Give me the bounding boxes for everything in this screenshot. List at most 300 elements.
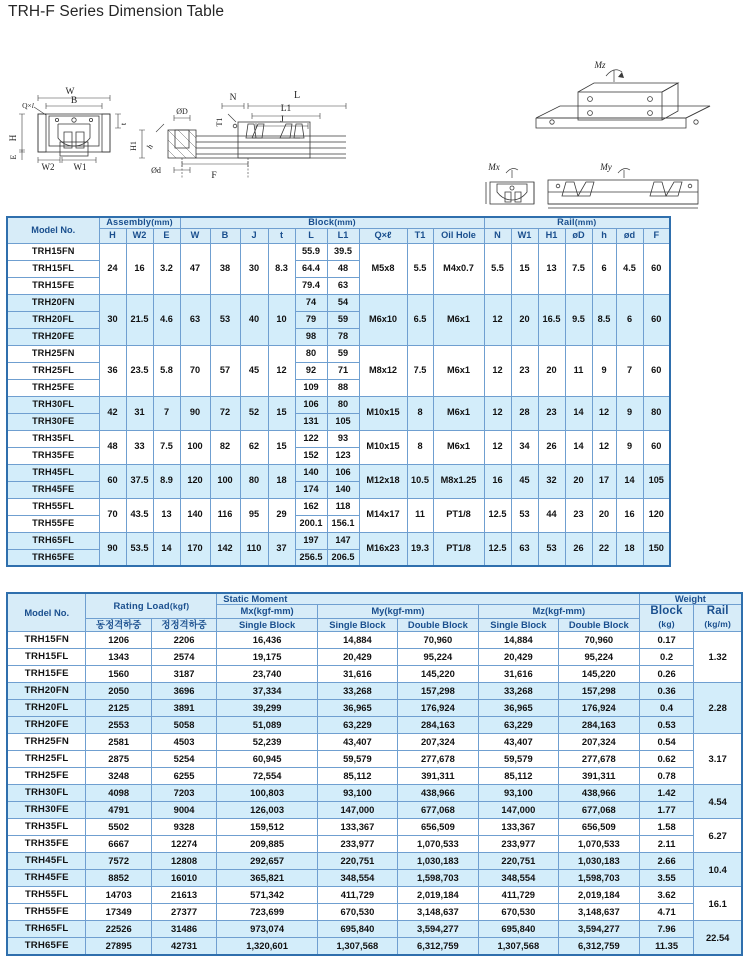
th2-mz-single: Single Block	[478, 618, 558, 632]
cell-mx-single: 209,885	[217, 836, 318, 853]
cell-l: 98	[295, 328, 327, 345]
cell-h-small: 12	[592, 430, 616, 464]
cell-t1: 19.3	[407, 532, 433, 566]
cell-w: 120	[180, 464, 210, 498]
cell-mz-double: 3,148,637	[558, 904, 639, 921]
label-My: My	[600, 162, 612, 172]
cell-dynamic-load: 4791	[86, 802, 151, 819]
cell-static-load: 4503	[151, 734, 216, 751]
cell-rail-weight: 3.17	[694, 734, 742, 785]
cell-mz-single: 20,429	[478, 649, 558, 666]
model-cell: TRH45FE	[7, 481, 99, 498]
cell-mz-double: 1,070,533	[558, 836, 639, 853]
table-row	[7, 785, 742, 802]
cell-mx-single: 723,699	[217, 904, 318, 921]
cell-h: 36	[99, 345, 126, 396]
cell-d-small: 6	[616, 294, 643, 345]
cell-b: 57	[210, 345, 240, 396]
cell-w2: 21.5	[126, 294, 153, 345]
model-cell: TRH65FL	[7, 921, 86, 938]
table-row	[7, 717, 742, 734]
cell-dynamic-load: 2125	[86, 700, 151, 717]
cell-my-single: 233,977	[317, 836, 397, 853]
cell-block-weight: 7.96	[639, 921, 694, 938]
cell-static-load: 9004	[151, 802, 216, 819]
model-cell: TRH30FE	[7, 802, 86, 819]
cell-l1: 80	[327, 396, 359, 413]
cell-d-dia: 14	[565, 396, 592, 430]
cell-my-single: 670,530	[317, 904, 397, 921]
cell-h-small: 20	[592, 498, 616, 532]
cell-my-double: 95,224	[397, 649, 478, 666]
cell-mz-double: 677,068	[558, 802, 639, 819]
cell-static-load: 3891	[151, 700, 216, 717]
th-col-oilhole: Oil Hole	[433, 228, 484, 243]
model-cell: TRH20FL	[7, 700, 86, 717]
label-h: h	[145, 142, 155, 151]
model-cell: TRH25FL	[7, 362, 99, 379]
cell-rail-weight: 4.54	[694, 785, 742, 819]
cell-rail-weight: 6.27	[694, 819, 742, 853]
cell-w1: 23	[511, 345, 538, 396]
th-block: Block(mm)	[180, 217, 484, 228]
cell-l: 140	[295, 464, 327, 481]
cell-j: 80	[240, 464, 268, 498]
cell-h: 60	[99, 464, 126, 498]
cell-dynamic-load: 8852	[86, 870, 151, 887]
cell-t: 37	[268, 532, 295, 566]
cell-d-small: 9	[616, 430, 643, 464]
cell-my-single: 59,579	[317, 751, 397, 768]
cell-mz-single: 33,268	[478, 683, 558, 700]
model-cell: TRH20FN	[7, 294, 99, 311]
model-cell: TRH20FE	[7, 717, 86, 734]
cell-l: 200.1	[295, 515, 327, 532]
cell-l: 106	[295, 396, 327, 413]
cell-static-load: 12808	[151, 853, 216, 870]
model-cell: TRH65FE	[7, 549, 99, 566]
cell-dynamic-load: 14703	[86, 887, 151, 904]
cell-my-double: 1,598,703	[397, 870, 478, 887]
cell-h: 48	[99, 430, 126, 464]
th-col-h1: H1	[538, 228, 565, 243]
cell-my-double: 3,148,637	[397, 904, 478, 921]
cell-d-dia: 9.5	[565, 294, 592, 345]
cell-mx-single: 100,803	[217, 785, 318, 802]
cell-static-load: 31486	[151, 921, 216, 938]
cell-rail-weight: 22.54	[694, 921, 742, 955]
cell-w: 100	[180, 430, 210, 464]
cell-h: 70	[99, 498, 126, 532]
cell-t: 8.3	[268, 243, 295, 294]
cell-w2: 33	[126, 430, 153, 464]
cell-l: 152	[295, 447, 327, 464]
cell-mz-double: 95,224	[558, 649, 639, 666]
cell-my-single: 348,554	[317, 870, 397, 887]
cell-mx-single: 39,299	[217, 700, 318, 717]
cell-static-load: 42731	[151, 938, 216, 955]
cell-l1: 93	[327, 430, 359, 447]
model-cell: TRH55FL	[7, 498, 99, 515]
cell-mx-single: 72,554	[217, 768, 318, 785]
cell-mz-single: 147,000	[478, 802, 558, 819]
cell-qxl: M8x12	[359, 345, 407, 396]
cell-l: 122	[295, 430, 327, 447]
cell-t1: 11	[407, 498, 433, 532]
cell-mz-single: 14,884	[478, 632, 558, 649]
cell-e: 3.2	[153, 243, 180, 294]
cell-l: 197	[295, 532, 327, 549]
cell-j: 52	[240, 396, 268, 430]
cell-d-small: 14	[616, 464, 643, 498]
cell-dynamic-load: 22526	[86, 921, 151, 938]
cell-rail-weight: 16.1	[694, 887, 742, 921]
cell-l1: 156.1	[327, 515, 359, 532]
cell-dynamic-load: 1343	[86, 649, 151, 666]
cell-dynamic-load: 3248	[86, 768, 151, 785]
model-cell: TRH45FL	[7, 464, 99, 481]
cell-block-weight: 4.71	[639, 904, 694, 921]
table-row	[7, 870, 742, 887]
cell-j: 40	[240, 294, 268, 345]
cell-b: 142	[210, 532, 240, 566]
cell-f: 60	[643, 345, 670, 396]
cell-mz-single: 31,616	[478, 666, 558, 683]
cell-e: 7	[153, 396, 180, 430]
cell-f: 60	[643, 430, 670, 464]
cell-block-weight: 0.78	[639, 768, 694, 785]
cell-block-weight: 11.35	[639, 938, 694, 955]
cell-my-single: 36,965	[317, 700, 397, 717]
cell-e: 4.6	[153, 294, 180, 345]
label-Qxl: Q×l	[22, 101, 34, 110]
cell-mx-single: 292,657	[217, 853, 318, 870]
cell-l1: 63	[327, 277, 359, 294]
model-cell: TRH30FL	[7, 785, 86, 802]
technical-drawings	[0, 52, 743, 210]
cell-my-double: 2,019,184	[397, 887, 478, 904]
cell-b: 100	[210, 464, 240, 498]
cell-qxl: M10x15	[359, 396, 407, 430]
cell-d-small: 9	[616, 396, 643, 430]
cell-t1: 5.5	[407, 243, 433, 294]
cell-l1: 118	[327, 498, 359, 515]
cell-block-weight: 0.26	[639, 666, 694, 683]
side-view-drawing	[129, 90, 346, 181]
cell-d-dia: 7.5	[565, 243, 592, 294]
cell-dynamic-load: 1560	[86, 666, 151, 683]
table-row	[7, 632, 742, 649]
cell-my-double: 677,068	[397, 802, 478, 819]
cell-block-weight: 0.54	[639, 734, 694, 751]
cell-w: 90	[180, 396, 210, 430]
cell-mz-single: 59,579	[478, 751, 558, 768]
th-col-e: E	[153, 228, 180, 243]
cell-my-single: 33,268	[317, 683, 397, 700]
cell-t: 29	[268, 498, 295, 532]
model-cell: TRH65FE	[7, 938, 86, 955]
dimension-table-wrap	[6, 216, 671, 567]
cell-dynamic-load: 2050	[86, 683, 151, 700]
th-col-w2: W2	[126, 228, 153, 243]
cell-t1: 8	[407, 430, 433, 464]
model-cell: TRH30FL	[7, 396, 99, 413]
cell-f: 105	[643, 464, 670, 498]
cell-dynamic-load: 2875	[86, 751, 151, 768]
cell-l: 79.4	[295, 277, 327, 294]
cell-my-single: 63,229	[317, 717, 397, 734]
cell-n: 12	[484, 294, 511, 345]
cell-d-small: 7	[616, 345, 643, 396]
cell-h1: 53	[538, 532, 565, 566]
cell-mz-double: 1,030,183	[558, 853, 639, 870]
cell-h-small: 17	[592, 464, 616, 498]
model-cell: TRH55FE	[7, 904, 86, 921]
cell-h1: 16.5	[538, 294, 565, 345]
cell-rail-weight: 1.32	[694, 632, 742, 683]
model-cell: TRH15FN	[7, 632, 86, 649]
cell-mz-single: 695,840	[478, 921, 558, 938]
model-cell: TRH20FE	[7, 328, 99, 345]
cell-dynamic-load: 1206	[86, 632, 151, 649]
cell-h: 90	[99, 532, 126, 566]
cell-t: 15	[268, 396, 295, 430]
cell-l1: 88	[327, 379, 359, 396]
th2-mz-double: Double Block	[558, 618, 639, 632]
cell-block-weight: 0.36	[639, 683, 694, 700]
model-cell: TRH45FL	[7, 853, 86, 870]
cell-l: 256.5	[295, 549, 327, 566]
table-row	[7, 938, 742, 955]
cell-h: 24	[99, 243, 126, 294]
cell-h-small: 8.5	[592, 294, 616, 345]
cell-my-single: 93,100	[317, 785, 397, 802]
table-row	[7, 836, 742, 853]
cell-qxl: M12x18	[359, 464, 407, 498]
table-row	[7, 666, 742, 683]
cell-static-load: 3187	[151, 666, 216, 683]
th2-rail-weight: Rail (kg/m)	[694, 604, 742, 631]
cell-h1: 44	[538, 498, 565, 532]
cell-b: 82	[210, 430, 240, 464]
model-cell: TRH25FN	[7, 345, 99, 362]
table-row	[7, 294, 670, 311]
load-table	[6, 592, 743, 956]
cell-block-weight: 1.42	[639, 785, 694, 802]
cell-mx-single: 571,342	[217, 887, 318, 904]
cell-l1: 106	[327, 464, 359, 481]
model-cell: TRH25FL	[7, 751, 86, 768]
model-cell: TRH35FL	[7, 819, 86, 836]
cell-t: 10	[268, 294, 295, 345]
th2-rating-load: Rating Load(kgf)	[86, 593, 217, 618]
cell-mz-double: 438,966	[558, 785, 639, 802]
cell-l1: 59	[327, 345, 359, 362]
cell-l: 55.9	[295, 243, 327, 260]
label-H: H	[8, 134, 18, 142]
cell-my-double: 6,312,759	[397, 938, 478, 955]
table-row	[7, 464, 670, 481]
model-cell: TRH15FL	[7, 260, 99, 277]
cell-mz-double: 157,298	[558, 683, 639, 700]
th2-my-double: Double Block	[397, 618, 478, 632]
cell-t1: 8	[407, 396, 433, 430]
th-col-d: ød	[616, 228, 643, 243]
label-Mx: Mx	[488, 162, 500, 172]
cell-mz-single: 1,307,568	[478, 938, 558, 955]
cell-t1: 7.5	[407, 345, 433, 396]
cell-qxl: M14x17	[359, 498, 407, 532]
cell-l1: 105	[327, 413, 359, 430]
cell-h1: 23	[538, 396, 565, 430]
cell-my-double: 3,594,277	[397, 921, 478, 938]
cell-oil-hole: PT1/8	[433, 498, 484, 532]
cell-mz-double: 2,019,184	[558, 887, 639, 904]
table2-header-row-3	[7, 618, 742, 632]
th-assembly: Assembly(mm)	[99, 217, 180, 228]
cell-e: 7.5	[153, 430, 180, 464]
cell-f: 60	[643, 294, 670, 345]
model-cell: TRH55FE	[7, 515, 99, 532]
cell-h1: 13	[538, 243, 565, 294]
cell-l: 74	[295, 294, 327, 311]
cell-mz-single: 43,407	[478, 734, 558, 751]
cell-l: 80	[295, 345, 327, 362]
th2-block-weight: Block (kg)	[639, 604, 694, 631]
table-row	[7, 819, 742, 836]
th2-static-load: 정정격하중	[151, 618, 216, 632]
th-model-no: Model No.	[7, 217, 99, 243]
label-B: B	[70, 96, 78, 106]
cell-mz-double: 277,678	[558, 751, 639, 768]
cell-w2: 53.5	[126, 532, 153, 566]
cell-static-load: 3696	[151, 683, 216, 700]
cell-l1: 147	[327, 532, 359, 549]
table1-body	[7, 243, 670, 566]
cell-block-weight: 0.2	[639, 649, 694, 666]
cell-dynamic-load: 7572	[86, 853, 151, 870]
cell-d-dia: 14	[565, 430, 592, 464]
table-row	[7, 904, 742, 921]
label-T1: T1	[215, 117, 224, 127]
cell-mz-double: 1,598,703	[558, 870, 639, 887]
cell-j: 45	[240, 345, 268, 396]
cell-f: 150	[643, 532, 670, 566]
th-col-h: H	[99, 228, 126, 243]
cell-w1: 15	[511, 243, 538, 294]
table-row	[7, 396, 670, 413]
cell-l: 79	[295, 311, 327, 328]
table-row	[7, 768, 742, 785]
cell-rail-weight: 2.28	[694, 683, 742, 734]
cell-block-weight: 2.11	[639, 836, 694, 853]
model-cell: TRH15FN	[7, 243, 99, 260]
model-cell: TRH15FE	[7, 666, 86, 683]
cell-static-load: 9328	[151, 819, 216, 836]
label-W: W	[65, 87, 75, 97]
table2-header-row-1	[7, 593, 742, 604]
cell-qxl: M6x10	[359, 294, 407, 345]
th-col-l1: L1	[327, 228, 359, 243]
label-L: L	[293, 90, 301, 101]
cell-l: 109	[295, 379, 327, 396]
cell-b: 72	[210, 396, 240, 430]
cell-my-double: 70,960	[397, 632, 478, 649]
cell-my-double: 391,311	[397, 768, 478, 785]
th2-mx: Mx(kgf-mm)	[217, 604, 318, 618]
model-cell: TRH65FL	[7, 532, 99, 549]
table-row	[7, 243, 670, 260]
cell-oil-hole: PT1/8	[433, 532, 484, 566]
cell-mz-single: 36,965	[478, 700, 558, 717]
label-W2: W2	[41, 162, 55, 172]
cell-w: 47	[180, 243, 210, 294]
cell-n: 16	[484, 464, 511, 498]
cell-l: 174	[295, 481, 327, 498]
cell-j: 110	[240, 532, 268, 566]
cell-w: 63	[180, 294, 210, 345]
model-cell: TRH15FL	[7, 649, 86, 666]
table-row	[7, 853, 742, 870]
th2-dynamic-load: 동정격하중	[86, 618, 151, 632]
cell-l1: 71	[327, 362, 359, 379]
cell-w: 70	[180, 345, 210, 396]
cell-static-load: 2206	[151, 632, 216, 649]
cell-h1: 32	[538, 464, 565, 498]
cell-f: 120	[643, 498, 670, 532]
table-row	[7, 802, 742, 819]
cell-mx-single: 159,512	[217, 819, 318, 836]
cell-block-weight: 0.17	[639, 632, 694, 649]
cell-n: 12	[484, 396, 511, 430]
cell-my-double: 277,678	[397, 751, 478, 768]
cell-w1: 20	[511, 294, 538, 345]
front-view-drawing	[8, 87, 128, 172]
cell-l: 64.4	[295, 260, 327, 277]
cell-my-single: 31,616	[317, 666, 397, 683]
th-col-b: B	[210, 228, 240, 243]
table-row	[7, 700, 742, 717]
model-cell: TRH35FE	[7, 836, 86, 853]
cell-d-dia: 20	[565, 464, 592, 498]
th-col-t1: T1	[407, 228, 433, 243]
label-H1: H1	[129, 141, 138, 151]
cell-w2: 16	[126, 243, 153, 294]
cell-oil-hole: M6x1	[433, 430, 484, 464]
cell-my-single: 133,367	[317, 819, 397, 836]
th-col-w: W	[180, 228, 210, 243]
cell-n: 12.5	[484, 498, 511, 532]
table-row	[7, 751, 742, 768]
table-row	[7, 649, 742, 666]
cell-static-load: 7203	[151, 785, 216, 802]
cell-my-double: 438,966	[397, 785, 478, 802]
table-row	[7, 345, 670, 362]
cell-my-single: 147,000	[317, 802, 397, 819]
cell-block-weight: 3.55	[639, 870, 694, 887]
cell-e: 13	[153, 498, 180, 532]
label-E: E	[9, 154, 18, 160]
cell-h1: 26	[538, 430, 565, 464]
drawing-svg	[0, 52, 743, 210]
cell-j: 30	[240, 243, 268, 294]
cell-h-small: 9	[592, 345, 616, 396]
dimension-table	[6, 216, 671, 567]
cell-oil-hole: M8x1.25	[433, 464, 484, 498]
label-W1: W1	[73, 162, 87, 172]
cell-mx-single: 23,740	[217, 666, 318, 683]
th-col-n: N	[484, 228, 511, 243]
